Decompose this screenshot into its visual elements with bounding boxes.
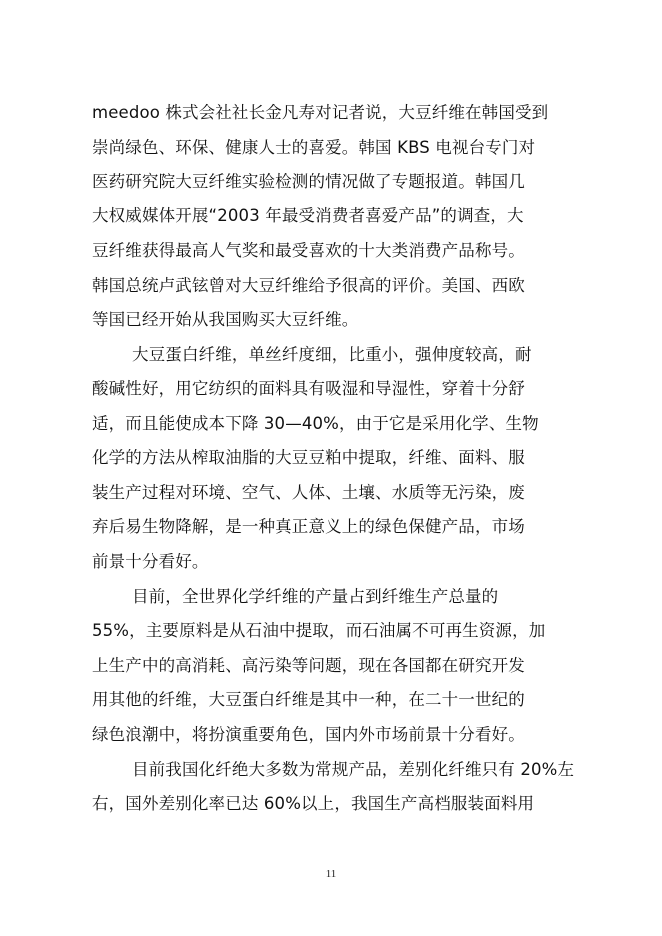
paragraph-2-line-3: 适，而且能使成本下降 30—40%，由于它是采用化学、生物	[92, 414, 539, 433]
paragraph-3-line-3: 上生产中的高消耗、高污染等问题，现在各国都在研究开发	[92, 656, 525, 675]
paragraph-2-line-2: 酸碱性好，用它纺织的面料具有吸湿和导湿性，穿着十分舒	[92, 379, 525, 398]
paragraph-1-line-5: 豆纤维获得最高人气奖和最受喜欢的十大类消费产品称号。	[92, 241, 525, 260]
paragraph-2-line-5: 装生产过程对环境、空气、人体、土壤、水质等无污染，废	[92, 483, 525, 502]
paragraph-2-line-7: 前景十分看好。	[92, 552, 209, 571]
paragraph-2-line-6: 弃后易生物降解，是一种真正意义上的绿色保健产品，市场	[92, 517, 525, 536]
paragraph-4-line-2: 右，国外差别化率已达 60%以上，我国生产高档服装面料用	[92, 794, 535, 813]
paragraph-1-line-1: meedoo 株式会社社长金凡寿对记者说，大豆纤维在韩国受到	[92, 103, 549, 122]
paragraph-4-line-1: 目前我国化纤绝大多数为常规产品，差别化纤维只有 20%左	[132, 760, 575, 779]
paragraph-1-line-4: 大权威媒体开展“2003 年最受消费者喜爱产品”的调查，大	[92, 206, 524, 225]
paragraph-1-line-3: 医药研究院大豆纤维实验检测的情况做了专题报道。韩国几	[92, 172, 525, 191]
paragraph-1-line-2: 崇尚绿色、环保、健康人士的喜爱。韩国 KBS 电视台专门对	[92, 138, 536, 157]
paragraph-2-line-1: 大豆蛋白纤维，单丝纤度细，比重小，强伸度较高，耐	[132, 345, 532, 364]
paragraph-2-line-4: 化学的方法从榨取油脂的大豆豆粕中提取，纤维、面料、服	[92, 448, 525, 467]
paragraph-3-line-5: 绿色浪潮中，将扮演重要角色，国内外市场前景十分看好。	[92, 725, 525, 744]
paragraph-3-line-4: 用其他的纤维，大豆蛋白纤维是其中一种，在二十一世纪的	[92, 690, 525, 709]
paragraph-1-line-6: 韩国总统卢武铉曾对大豆纤维给予很高的评价。美国、西欧	[92, 276, 525, 295]
paragraph-3-line-1: 目前，全世界化学纤维的产量占到纤维生产总量的	[132, 587, 499, 606]
paragraph-1-line-7: 等国已经开始从我国购买大豆纤维。	[92, 310, 359, 329]
paragraph-3-line-2: 55%，主要原料是从石油中提取，而石油属不可再生资源，加	[92, 621, 546, 640]
page-number: 11	[325, 868, 337, 880]
